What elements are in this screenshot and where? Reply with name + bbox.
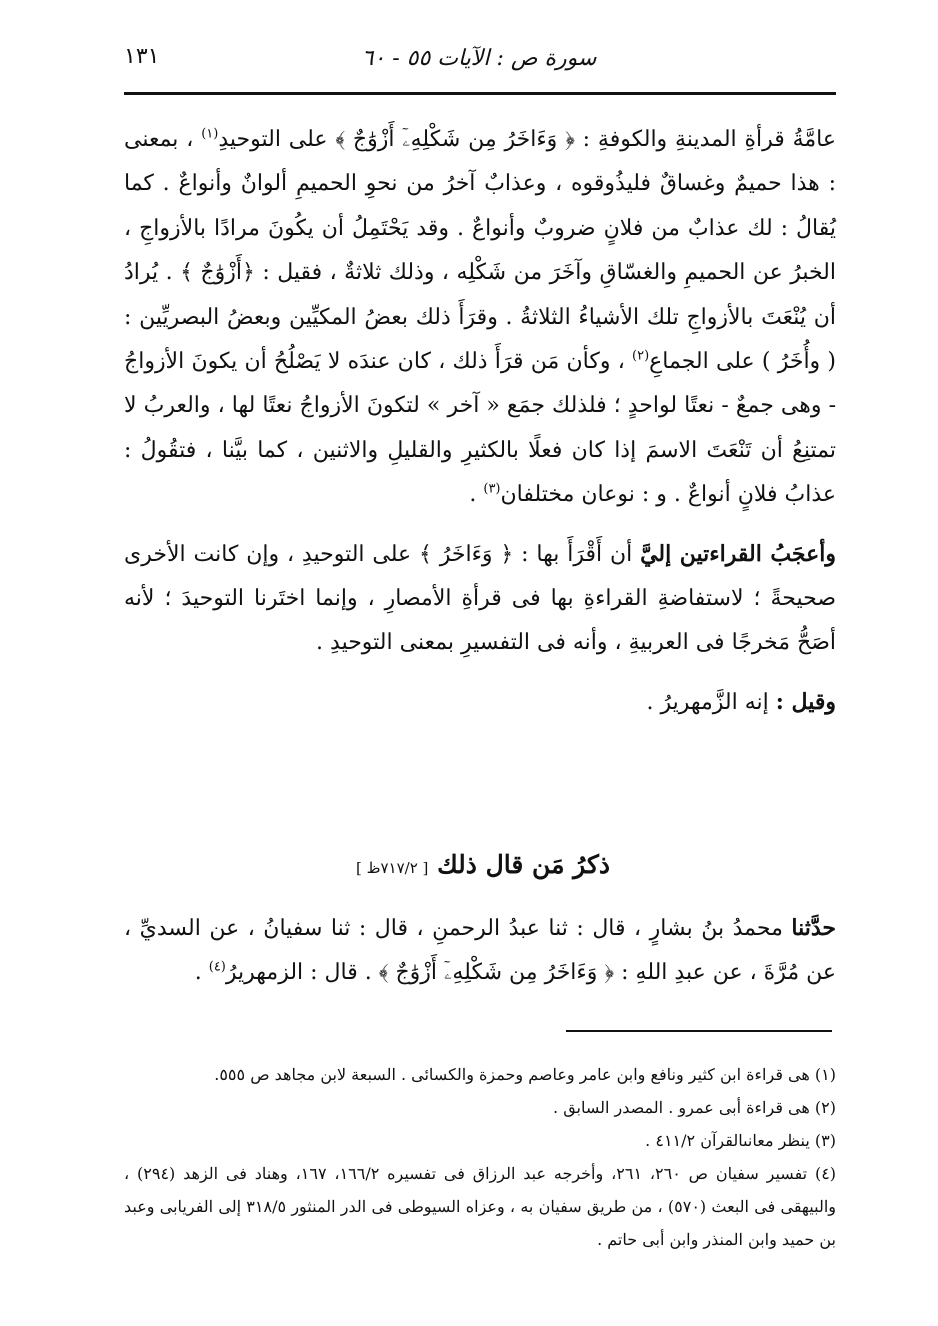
footnote-ref-3: (٣)	[483, 481, 501, 497]
paragraph-2-lead: وأعجَبُ القراءتين إليَّ	[640, 540, 837, 567]
page-header	[124, 40, 834, 90]
paragraph-3-lead: وقيل :	[775, 688, 836, 715]
paragraph-1-text-b: ، بمعنى : هذا حميمٌ وغساقٌ فليذُوقوه ، وعذابٌ آخرُ من نحوِ الحميمِ ألوانٌ وأنواعٌ . كما يُقالُ : لك عذابٌ من فلانٍ ضروبٌ وأنواعٌ . وقد يَحْتَمِلُ أن يكُونَ مرادًا بالأزواجِ ، الخبرُ عن الحميمِ والغسّاقِ وآخَرَ من شَكْلِه ، وذلك ثلاثةٌ ، فقيل : ﴿أَزْوَٰجٌ ﴾ . يُرادُ أن يُنْعَتَ بالأزواجِ تلك الأشياءُ الثلاثةُ . وقرَأَ ذلك بعضُ المكيِّين وبعضُ البصريِّين : ( وأُخَرُ ) على الجماعِ	[124, 127, 836, 375]
footnote-rule	[566, 1030, 832, 1032]
footnotes	[124, 1058, 836, 1256]
main-text	[124, 118, 836, 725]
paragraph-1-text-c: ، وكأن مَن قرَأَ ذلك ، كان عندَه لا يَصْلُحُ أن يكونَ الأزواجُ - وهى جمعٌ - نعتًا لواحدٍ ؛ فلذلك جمَع « آخر » لتكونَ الأزواجُ نعتًا لها ، والعربُ لا تمتنِعُ أن تَنْعَتَ الاسمَ إذا كان فعلًا بالكثيرِ والقليلِ والاثنين ، كما بيَّنا ، فتقُولُ : عذابُ فلانٍ أنواعٌ . و : نوعان مختلفان	[124, 349, 836, 508]
paragraph-4	[124, 906, 836, 996]
heading-text: ذكرُ مَن قال ذلك	[437, 850, 611, 879]
footnote-4: (٤) تفسير سفيان ص ٢٦٠، ٢٦١، وأخرجه عبد الرزاق فى تفسيره ١٦٦/٢، ١٦٧، وهناد فى الزهد (٢٩٤) ، والبيهقى فى البعث (٥٧٠) ، من طريق سفيان به ، وعزاه السيوطى فى الدر المنثور ٣١٨/٥ إلى الفريابى وعبد بن حميد وابن المنذر وابن أبى حاتم .	[124, 1164, 837, 1249]
paragraph-1	[124, 118, 836, 518]
paragraph-3	[124, 680, 836, 725]
paragraph-4-end: .	[194, 960, 209, 986]
manuscript-ref: [ ٧١٧/٢ظ ]	[355, 859, 429, 877]
paragraph-4-text: محمدُ بنُ بشارٍ ، قال : ثنا عبدُ الرحمنِ ، قال : ثنا سفيانُ ، عن السديِّ ، عن مُرَّةَ ، عن عبدِ اللهِ : ﴿ وَءَاخَرُ مِن شَكْلِهِۦٓ أَزْوَٰجٌ ﴾ . قال : الزمهريرُ	[124, 916, 836, 986]
page-number: ١٣١	[124, 44, 160, 69]
paragraph-1-text-a: عامَّةُ قرأةِ المدينةِ والكوفةِ : ﴿ وَءَاخَرُ مِن شَكْلِهِۦٓ أَزْوَٰجٌ ﴾ على التوحيدِ	[218, 127, 836, 152]
footnote-ref-2: (٢)	[632, 348, 650, 364]
paragraph-4-lead: حدَّثنا	[791, 915, 836, 941]
paragraph-2	[124, 532, 836, 666]
footnote-1: (١) هى قراءة ابن كثير ونافع وابن عامر وعاصم وحمزة والكسائى . السبعة لابن مجاهد ص ٥٥٥.	[214, 1065, 836, 1084]
section-heading	[124, 850, 836, 879]
footnote-ref-4: (٤)	[208, 960, 226, 976]
footnote-ref-1: (١)	[201, 126, 219, 142]
footnote-2: (٢) هى قراءة أبى عمرو . المصدر السابق .	[553, 1098, 836, 1117]
footnote-3: (٣) ينظر معانىالقرآن ٤١١/٢ .	[645, 1131, 836, 1150]
running-title: سورة ص : الآيات ٥٥ - ٦٠	[361, 46, 597, 71]
header-rule	[124, 92, 836, 95]
paragraph-3-text: إنه الزَّمهريرُ .	[646, 689, 776, 715]
paragraph-1-end: .	[469, 482, 484, 508]
paragraph-2-text: أن أَقْرَأَ بها : ﴿ وَءَاخَرُ ﴾ على التوحيدِ ، وإن كانت الأخرى صحيحةً ؛ لاستفاضةِ القراءةِ بها فى قرأةِ الأمصارِ ، وإنما اختَرنا التوحيدَ ؛ لأنه أصَحُّ مَخرجًا فى العربيةِ ، وأنه فى التفسيرِ بمعنى التوحيدِ .	[124, 541, 836, 656]
